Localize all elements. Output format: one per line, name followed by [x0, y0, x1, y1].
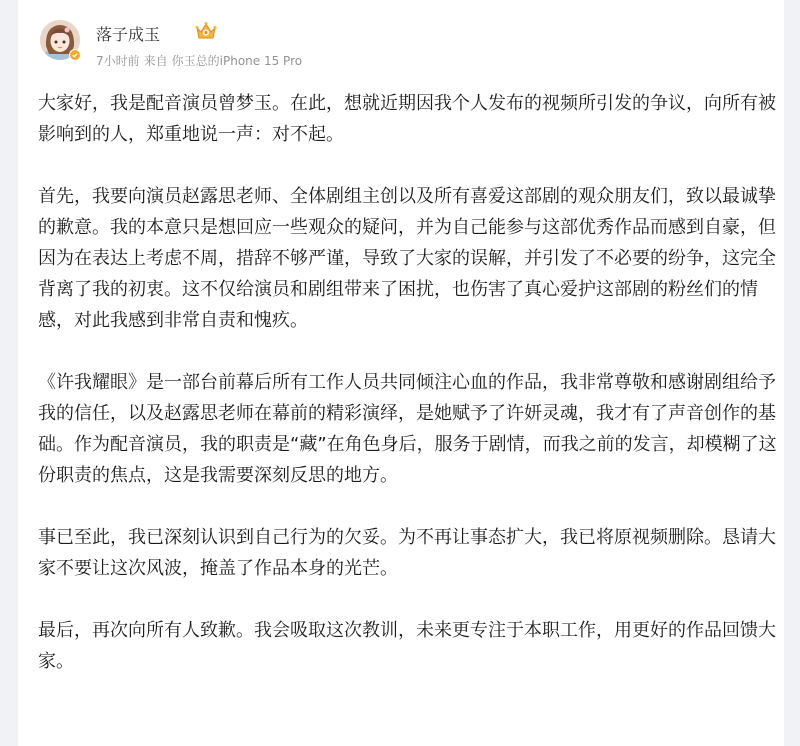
- author-name[interactable]: 落子成玉: [96, 25, 161, 44]
- post-content: [38, 88, 780, 708]
- paragraph-5: 最后，再次向所有人致歉。我会吸取这次教训，未来更专注于本职工作，用更好的作品回馈大家。: [38, 620, 776, 672]
- paragraph-3: 《许我耀眼》是一部台前幕后所有工作人员共同倾注心血的作品，我非常尊敬和感谢剧组给予我的信任，以及赵露思老师在幕前的精彩演绎，是她赋予了许妍灵魂，我才有了声音创作的基础。作为配音演员，我的职责是“藏”在角色身后，服务于剧情，而我之前的发言，却模糊了这份职责的焦点，这是我需要深刻反思的地方。: [38, 372, 777, 486]
- post-meta: [96, 52, 302, 69]
- post-header: [38, 14, 758, 74]
- verified-badge-icon: [69, 49, 81, 61]
- post-card: [18, 0, 784, 746]
- paragraph-4: 事已至此，我已深刻认识到自己行为的欠妥。为不再让事态扩大，我已将原视频删除。恳请大家不要让这次风波，掩盖了作品本身的光芒。: [38, 527, 776, 579]
- member-crown-icon[interactable]: [194, 20, 218, 42]
- source-prefix: 来自: [143, 54, 168, 68]
- paragraph-1: 大家好，我是配音演员曾梦玉。在此，想就近期因我个人发布的视频所引发的争议，向所有被影响到的人，郑重地说一声：对不起。: [38, 93, 776, 145]
- post-source[interactable]: 你玉总的iPhone 15 Pro: [171, 54, 303, 68]
- paragraph-2: 首先，我要向演员赵露思老师、全体剧组主创以及所有喜爱这部剧的观众朋友们，致以最诚挚的歉意。我的本意只是想回应一些观众的疑问，并为自己能参与这部优秀作品而感到自豪，但因为在表达上考虑不周，措辞不够严谨，导致了大家的误解，并引发了不必要的纷争，这完全背离了我的初衷。这不仅给演员和剧组带来了困扰，也伤害了真心爱护这部剧的粉丝们的情感，对此我感到非常自责和愧疚。: [38, 186, 776, 331]
- post-time[interactable]: 7小时前: [96, 54, 140, 68]
